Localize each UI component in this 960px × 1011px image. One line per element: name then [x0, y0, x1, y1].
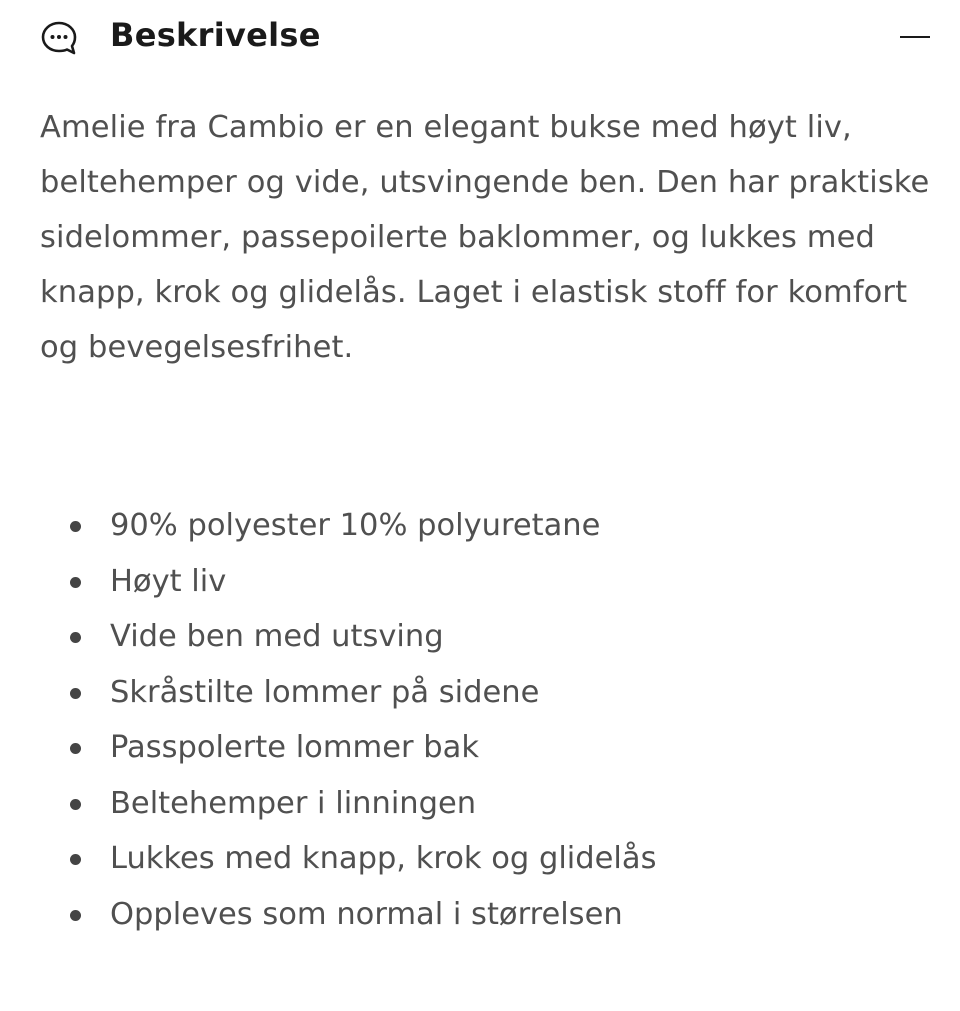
list-item: Høyt liv	[0, 554, 656, 610]
chat-bubble-icon	[40, 20, 78, 56]
product-description: Amelie fra Cambio er en elegant bukse med høyt liv, beltehemper og vide, utsvingende ben. Den har praktiske sidelommer, passepoilerte baklommer, og lukkes med knapp, krok og glidelås. Laget i elastisk stoff for komfort og bevegelsesfrihet.	[40, 110, 930, 365]
bullet-icon	[70, 577, 81, 588]
section-title: Beskrivelse	[110, 16, 321, 54]
minus-icon[interactable]	[900, 36, 930, 38]
list-item: Passpolerte lommer bak	[0, 720, 656, 776]
bullet-icon	[70, 743, 81, 754]
bullet-icon	[70, 799, 81, 810]
list-item: Vide ben med utsving	[0, 609, 656, 665]
bullet-icon	[70, 854, 81, 865]
bullet-icon	[70, 910, 81, 921]
list-item: Skråstilte lommer på sidene	[0, 665, 656, 721]
feature-list	[0, 498, 656, 942]
bullet-icon	[70, 521, 81, 532]
list-item: 90% polyester 10% polyuretane	[0, 498, 656, 554]
accordion-header[interactable]	[0, 0, 960, 78]
list-item: Lukkes med knapp, krok og glidelås	[0, 831, 656, 887]
list-item: Oppleves som normal i størrelsen	[0, 887, 656, 943]
bullet-icon	[70, 632, 81, 643]
list-item: Beltehemper i linningen	[0, 776, 656, 832]
bullet-icon	[70, 688, 81, 699]
